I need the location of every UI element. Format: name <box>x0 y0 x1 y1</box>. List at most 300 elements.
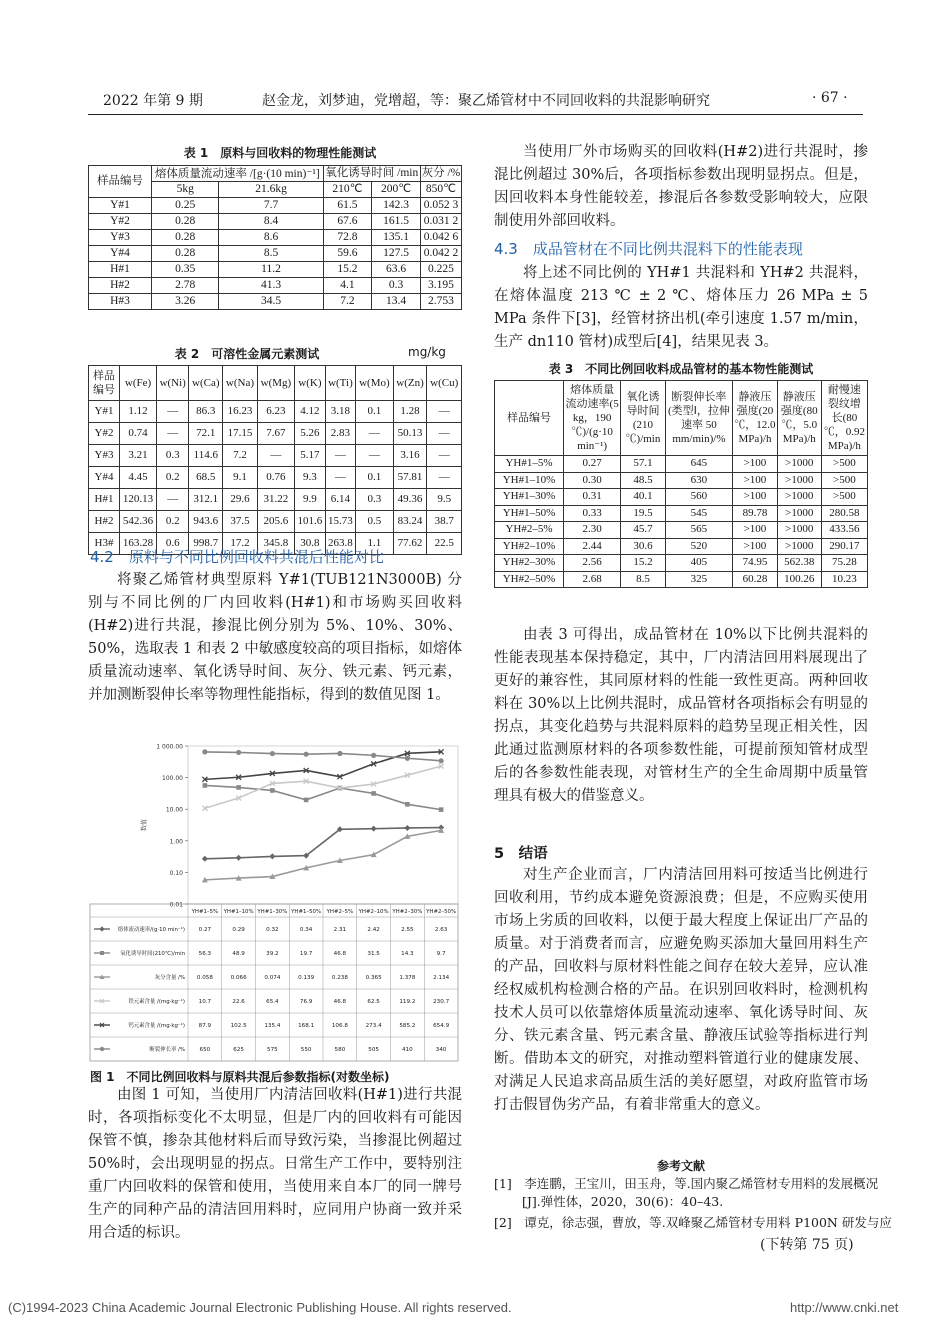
table-cell: 37.5 <box>223 511 258 533</box>
data-table-value: 0.066 <box>230 975 247 981</box>
data-table-value: 106.8 <box>331 1023 348 1029</box>
data-table-value: 19.7 <box>299 951 313 957</box>
table-row <box>89 214 462 230</box>
table-cell: 5.26 <box>295 423 326 445</box>
table-cell: — <box>325 467 356 489</box>
t3-head: 耐慢速裂纹增长(80 ℃，0.92 MPa)/h <box>821 381 867 456</box>
table-cell: — <box>356 423 393 445</box>
table-row <box>89 511 462 533</box>
table-cell: 290.17 <box>821 538 867 555</box>
table-row <box>89 423 462 445</box>
table-cell: 0.35 <box>152 262 219 278</box>
table-cell: 1.28 <box>393 401 427 423</box>
table-cell: 645 <box>665 456 733 473</box>
table3-caption: 表 3 不同比例回收料成品管材的基本物性能测试 <box>548 362 814 376</box>
table-cell: 565 <box>665 522 733 539</box>
category-label: YH#1–5% <box>191 909 219 915</box>
data-table-value: 87.9 <box>198 1023 212 1029</box>
data-table-value: 2.42 <box>367 927 380 933</box>
table-cell: Y#3 <box>89 230 152 246</box>
table-cell: 0.25 <box>152 198 219 214</box>
section-5-title: 5 结语 <box>494 846 548 862</box>
table-cell: YH#1–50% <box>495 505 564 522</box>
table-row <box>89 230 462 246</box>
table-cell: 0.5 <box>356 511 393 533</box>
reference-1b: [J].弹性体，2020，30(6)：40–43. <box>522 1194 724 1209</box>
category-label: YH#1–50% <box>291 909 322 915</box>
table-cell: H#3 <box>89 294 152 310</box>
right-paragraph-1: 当使用厂外市场购买的回收料(H#2)进行共混时，掺混比例超过 30%后，各项指标参数出现明显拐点。但是，因回收料本身性能较差，掺混后各参数受影响较大，应限制使用外部回收料。 <box>494 144 868 229</box>
table-cell: 0.1 <box>356 467 393 489</box>
table-cell: 0.042 2 <box>420 246 461 262</box>
table-cell: 17.2 <box>223 533 258 555</box>
figure-1-chart <box>88 736 462 1066</box>
data-table-value: 0.074 <box>264 975 281 981</box>
table-cell: >500 <box>821 472 867 489</box>
table-row <box>89 262 462 278</box>
table-cell: 2.44 <box>564 538 621 555</box>
t2-head: w(Ni) <box>157 366 189 401</box>
table-cell: 3.195 <box>420 278 461 294</box>
table-cell: 9.9 <box>295 489 326 511</box>
table-cell: 3.16 <box>393 445 427 467</box>
data-table-value: 575 <box>267 1047 278 1053</box>
data-table-value: 340 <box>435 1047 447 1053</box>
data-point <box>439 807 444 812</box>
t2-head: w(Fe) <box>120 366 157 401</box>
table-cell: 0.27 <box>564 456 621 473</box>
data-table-value: 39.2 <box>266 951 279 957</box>
t1-head-oit: 氧化诱导时间 /min <box>323 166 420 182</box>
table-cell: — <box>427 423 462 445</box>
table-cell: 8.6 <box>219 230 323 246</box>
table-cell: 9.3 <box>295 467 326 489</box>
table-cell: 0.031 2 <box>420 214 461 230</box>
table-cell: Y#4 <box>89 467 120 489</box>
table-cell: 16.23 <box>223 401 258 423</box>
plot-area <box>188 746 458 904</box>
t1-head-ash: 灰分 /% <box>420 166 461 182</box>
table-row <box>89 467 462 489</box>
legend-label: 铁元素含量 /(mg·kg⁻¹) <box>128 999 185 1005</box>
page-number: · 67 · <box>812 90 848 106</box>
t2-head: w(K) <box>295 366 326 401</box>
data-table-value: 0.32 <box>266 927 279 933</box>
t1-subhead: 850℃ <box>420 182 461 198</box>
table-cell: 205.6 <box>257 511 294 533</box>
table-cell: 0.1 <box>356 401 393 423</box>
table-cell: 83.24 <box>393 511 427 533</box>
y-axis-label: 数值 <box>141 818 148 832</box>
table-cell: H#2 <box>89 511 120 533</box>
t2-head: w(Ti) <box>325 366 356 401</box>
table-cell: 7.2 <box>223 445 258 467</box>
table-row <box>89 401 462 423</box>
data-table-value: 65.4 <box>266 999 279 1005</box>
legend-label: 氧化诱导时间(210℃)/min <box>120 951 185 957</box>
copyright-notice: (C)1994-2023 China Academic Journal Electronic Publishing House. All rights reserved. <box>8 1300 512 1315</box>
table-cell: 50.13 <box>393 423 427 445</box>
table-cell: 6.23 <box>257 401 294 423</box>
data-table-value: 102.5 <box>230 1023 247 1029</box>
table-cell: 0.74 <box>120 423 157 445</box>
t3-head: 氧化诱导时间(210 ℃)/min <box>621 381 665 456</box>
table-cell: 4.1 <box>323 278 372 294</box>
t2-head: w(Ca) <box>189 366 223 401</box>
table-cell: 4.12 <box>295 401 326 423</box>
data-point <box>371 791 376 796</box>
table-cell: Y#3 <box>89 445 120 467</box>
table-cell: 9.5 <box>427 489 462 511</box>
section-4-2-title: 4.2 原料与不同比例回收料共混后性能对比 <box>90 548 384 566</box>
data-table-value: 0.058 <box>196 975 213 981</box>
data-table-value: 0.27 <box>198 927 212 933</box>
table-cell: >1000 <box>777 522 821 539</box>
table-cell: 520 <box>665 538 733 555</box>
table-cell: 29.6 <box>223 489 258 511</box>
y-tick-label: 100.00 <box>162 775 183 783</box>
t1-head-mfr: 熔体质量流动速率 /[g·(10 min)⁻¹] <box>152 166 324 182</box>
data-table-value: 2.31 <box>333 927 347 933</box>
category-label: YH#2–10% <box>358 909 389 915</box>
table-cell: 15.73 <box>325 511 356 533</box>
data-point <box>439 758 444 763</box>
table-cell: 17.15 <box>223 423 258 445</box>
table-cell: 0.76 <box>257 467 294 489</box>
table-cell: 545 <box>665 505 733 522</box>
table-cell: — <box>157 401 189 423</box>
references-title: 参考文献 <box>656 1159 705 1173</box>
table-row <box>89 198 462 214</box>
table-cell: 2.753 <box>420 294 461 310</box>
data-point <box>203 783 208 788</box>
data-table-value: 0.34 <box>299 927 313 933</box>
category-label: YH#1–30% <box>257 909 288 915</box>
table-cell: 15.2 <box>323 262 372 278</box>
t3-head: 静液压强度(80 ℃，5.0 MPa)/h <box>777 381 821 456</box>
data-table-value: 1.378 <box>399 975 416 981</box>
table-cell: 31.22 <box>257 489 294 511</box>
table-cell: — <box>427 401 462 423</box>
table-cell: 75.28 <box>821 555 867 572</box>
table2 <box>88 365 462 555</box>
t2-head: w(Mo) <box>356 366 393 401</box>
table-cell: YH#1–5% <box>495 456 564 473</box>
table-cell: 2.83 <box>325 423 356 445</box>
table-cell: 9.1 <box>223 467 258 489</box>
table-cell: 2.56 <box>564 555 621 572</box>
table-cell: 7.67 <box>257 423 294 445</box>
table-cell: Y#1 <box>89 401 120 423</box>
table-row <box>495 505 868 522</box>
data-point <box>270 751 275 756</box>
data-table-value: 505 <box>368 1047 379 1053</box>
data-table-value: 580 <box>334 1047 346 1053</box>
table-cell: 3.18 <box>325 401 356 423</box>
table2-caption: 表 2 可溶性金属元素测试 <box>174 347 320 361</box>
t3-head: 静液压强度(20 ℃，12.0 MPa)/h <box>733 381 778 456</box>
table-row <box>495 538 868 555</box>
table-cell: 48.5 <box>621 472 665 489</box>
table-cell: 0.2 <box>157 467 189 489</box>
table-cell: 57.81 <box>393 467 427 489</box>
table-cell: — <box>257 445 294 467</box>
data-table-value: 22.6 <box>232 999 245 1005</box>
cnki-link[interactable]: http://www.cnki.net <box>790 1300 899 1315</box>
table-cell: 2.68 <box>564 571 621 588</box>
table-cell: 312.1 <box>189 489 223 511</box>
table-cell: 0.3 <box>356 489 393 511</box>
figure-1-discussion: 由图 1 可知，当使用厂内清洁回收料(H#1)进行共混时，各项指标变化不太明显，但是厂内的回收料有可能因保管不慎，掺杂其他材料后而导致污染，当掺混比例超过 50%时，会出现明显的拐点。日常生产工作中，要特别注重厂内回收料的保管和使用，当使用来自本厂的同一牌号生产的同种产品的清洁回用料时，应同用户协商一致并采用合适的标识。 <box>88 1087 462 1241</box>
table-cell: YH#1–30% <box>495 489 564 506</box>
table-row <box>89 278 462 294</box>
table-cell: >100 <box>733 472 778 489</box>
data-table-value: 2.63 <box>434 927 448 933</box>
issue-label: 2022 年第 9 期 <box>103 93 203 109</box>
table-cell: 45.7 <box>621 522 665 539</box>
reference-1a: [1] 李连鹏，王宝川，田玉舟，等.国内聚乙烯管材专用料的发展概况 <box>494 1176 879 1191</box>
table-cell: 72.1 <box>189 423 223 445</box>
table-cell: 30.6 <box>621 538 665 555</box>
table-cell: 8.5 <box>219 246 323 262</box>
table-cell: — <box>325 445 356 467</box>
data-table-value: 550 <box>300 1047 312 1053</box>
table-cell: YH#2–10% <box>495 538 564 555</box>
data-point <box>202 749 207 754</box>
table-cell: 7.7 <box>219 198 323 214</box>
table-cell: 0.3 <box>157 445 189 467</box>
table-cell: 86.3 <box>189 401 223 423</box>
data-table-value: 10.7 <box>198 999 212 1005</box>
table-cell: 135.1 <box>372 230 421 246</box>
table1-caption: 表 1 原料与回收料的物理性能测试 <box>183 146 377 160</box>
table-cell: 2.30 <box>564 522 621 539</box>
data-point <box>236 750 241 755</box>
table-cell: Y#2 <box>89 423 120 445</box>
data-point <box>304 752 309 757</box>
table-cell: 41.3 <box>219 278 323 294</box>
data-table-value: 585.2 <box>399 1023 416 1029</box>
table-cell: 560 <box>665 489 733 506</box>
section-5-paragraph: 对生产企业而言，厂内清洁回用料可按适当比例进行回收利用，节约成本避免资源浪费；但是，不应购买使用市场上劣质的回收料，以便于最大程度上保证出厂产品的质量。对于消费者而言，应避免购买添加大量回用料生产的产品，回收料与原材料性能之间存在较大差异，应认准经权威机构检测合格的产品。在识别回收料时，检测机构技术人员可以依靠熔体质量流动速率、氧化诱导时间、灰分、铁元素含量、钙元素含量、静液压试验等指标进行判断。借助本文的研究，对推动塑料管道行业的健康发展、对满足人民追求高品质生活的美好愿望，对政府监管市场打击假冒伪劣产品，有着非常重大的意义。 <box>494 867 868 1113</box>
table-cell: 0.28 <box>152 246 219 262</box>
table-cell: 22.5 <box>427 533 462 555</box>
data-table-value: 0.29 <box>232 927 245 933</box>
data-table-value: 410 <box>402 1047 413 1053</box>
data-point <box>405 802 410 807</box>
table-cell: 63.6 <box>372 262 421 278</box>
legend-marker <box>100 951 104 955</box>
category-label: YH#2–50% <box>426 909 457 915</box>
table-cell: 280.58 <box>821 505 867 522</box>
t1-head-sample: 样品编号 <box>89 166 152 198</box>
table-cell: 11.2 <box>219 262 323 278</box>
data-table-value: 0.365 <box>365 975 382 981</box>
data-table-value: 2.134 <box>433 975 450 981</box>
data-table-value: 14.3 <box>401 951 414 957</box>
table-row <box>89 445 462 467</box>
t2-head: w(Cu) <box>427 366 462 401</box>
data-table-value: 48.9 <box>232 951 245 957</box>
table-cell: 7.2 <box>323 294 372 310</box>
legend-marker <box>100 1047 104 1051</box>
table-cell: — <box>356 445 393 467</box>
data-table-value: 654.9 <box>433 1023 450 1029</box>
table-row <box>495 571 868 588</box>
data-table-value: 273.4 <box>365 1023 382 1029</box>
table-cell: 630 <box>665 472 733 489</box>
table-cell: 998.7 <box>189 533 223 555</box>
table-cell: 163.28 <box>120 533 157 555</box>
y-tick-label: 1 000.00 <box>156 743 183 751</box>
table-cell: 49.36 <box>393 489 427 511</box>
t1-subhead: 200℃ <box>372 182 421 198</box>
table-cell: H3# <box>89 533 120 555</box>
table-cell: 562.38 <box>777 555 821 572</box>
table-cell: 30.8 <box>295 533 326 555</box>
table-cell: YH#2–50% <box>495 571 564 588</box>
table-cell: >1000 <box>777 456 821 473</box>
right-paragraph-2: 由表 3 可得出，成品管材在 10%以下比例共混料的性能表现基本保持稳定，其中，厂内清洁回用料展现出了更好的兼容性，其同原材料的性能一致性更高。两种回收料在 30%以上比例共混时，成品管材各项指标会有明显的拐点，其变化趋势与共混料原料的趋势呈现正相关性，因此通过监测原材料的各项参数性能，可提前预知管材成型后的各参数性能表现，对管材生产的全生命周期中质量管理具有极大的借鉴意义。 <box>494 627 868 804</box>
table-cell: H#1 <box>89 489 120 511</box>
category-label: YH#1–10% <box>223 909 254 915</box>
table-cell: 0.6 <box>157 533 189 555</box>
table-cell: >1000 <box>777 472 821 489</box>
table-cell: 127.5 <box>372 246 421 262</box>
reference-2: [2] 谭克，徐志强，曹放，等.双峰聚乙烯管材专用料 P100N 研发与应 <box>494 1215 892 1230</box>
table-row <box>495 522 868 539</box>
table-cell: 67.6 <box>323 214 372 230</box>
table-cell: 61.5 <box>323 198 372 214</box>
table-cell: 68.5 <box>189 467 223 489</box>
table-cell: 57.1 <box>621 456 665 473</box>
table-cell: 89.78 <box>733 505 778 522</box>
data-point <box>304 798 309 803</box>
table-cell: >500 <box>821 489 867 506</box>
data-table-value: 62.5 <box>367 999 380 1005</box>
table-cell: 0.30 <box>564 472 621 489</box>
data-table-value: 2.55 <box>401 927 414 933</box>
table-cell: 433.56 <box>821 522 867 539</box>
figure-1-caption: 图 1 不同比例回收料与原料共混后参数指标(对数坐标) <box>90 1070 390 1084</box>
table-cell: 0.28 <box>152 230 219 246</box>
table2-unit: mg/kg <box>408 345 446 359</box>
table-cell: 263.8 <box>325 533 356 555</box>
t1-subhead: 5kg <box>152 182 219 198</box>
legend-marker <box>99 926 104 931</box>
table3 <box>494 380 868 588</box>
table-cell: YH#1–10% <box>495 472 564 489</box>
table-cell: 120.13 <box>120 489 157 511</box>
table-cell: 8.4 <box>219 214 323 230</box>
table-cell: 345.8 <box>257 533 294 555</box>
table-cell: >1000 <box>777 538 821 555</box>
legend-label: 灰分含量 /% <box>154 975 185 981</box>
table-cell: 3.26 <box>152 294 219 310</box>
table-cell: Y#2 <box>89 214 152 230</box>
t3-head: 断裂伸长率(类型Ⅰ，拉伸速率 50 mm/min)/% <box>665 381 733 456</box>
table-cell: Y#1 <box>89 198 152 214</box>
y-tick-label: 0.10 <box>169 869 183 877</box>
table-cell: — <box>157 423 189 445</box>
table-cell: — <box>157 489 189 511</box>
table-row <box>495 456 868 473</box>
table-cell: 405 <box>665 555 733 572</box>
t2-head: w(Zn) <box>393 366 427 401</box>
legend-label: 熔体流动速率/(g·10 min⁻¹) <box>117 927 185 933</box>
data-table-value: 650 <box>199 1047 211 1053</box>
table-cell: 13.4 <box>372 294 421 310</box>
table-cell: — <box>427 467 462 489</box>
data-table-value: 135.4 <box>264 1023 281 1029</box>
table-row <box>495 472 868 489</box>
table-cell: H#1 <box>89 262 152 278</box>
y-tick-label: 0.01 <box>169 901 183 909</box>
table-row <box>89 489 462 511</box>
continued-note: (下转第 75 页) <box>760 1237 854 1253</box>
data-table-value: 230.7 <box>433 999 450 1005</box>
table-cell: >1000 <box>777 505 821 522</box>
table-cell: 142.3 <box>372 198 421 214</box>
running-title: 赵金龙，刘梦迪，党增超，等：聚乙烯管材中不同回收料的共混影响研究 <box>262 93 710 109</box>
t1-subhead: 21.6kg <box>219 182 323 198</box>
table-cell: 0.2 <box>157 511 189 533</box>
table-cell: 40.1 <box>621 489 665 506</box>
table-cell: 0.052 3 <box>420 198 461 214</box>
table-cell: — <box>427 445 462 467</box>
table-cell: >100 <box>733 522 778 539</box>
table-cell: 77.62 <box>393 533 427 555</box>
legend-label: 断裂伸长率 /% <box>149 1047 185 1053</box>
table-cell: 943.6 <box>189 511 223 533</box>
table-cell: 101.6 <box>295 511 326 533</box>
table-cell: 10.23 <box>821 571 867 588</box>
data-table-value: 168.1 <box>298 1023 315 1029</box>
y-tick-label: 1.00 <box>169 838 183 846</box>
table-cell: 6.14 <box>325 489 356 511</box>
table-row <box>89 294 462 310</box>
table-cell: 19.5 <box>621 505 665 522</box>
table-cell: 8.5 <box>621 571 665 588</box>
table-cell: 1.12 <box>120 401 157 423</box>
data-point <box>371 753 376 758</box>
table-cell: 0.28 <box>152 214 219 230</box>
table-cell: 59.6 <box>323 246 372 262</box>
t1-subhead: 210℃ <box>323 182 372 198</box>
y-tick-label: 10.00 <box>165 806 183 814</box>
table-cell: 0.31 <box>564 489 621 506</box>
data-point <box>236 785 241 790</box>
t3-head: 样品编号 <box>495 381 564 456</box>
table-cell: >100 <box>733 456 778 473</box>
table-cell: >100 <box>733 538 778 555</box>
table-cell: 1.1 <box>356 533 393 555</box>
table-cell: H#2 <box>89 278 152 294</box>
data-table-value: 46.8 <box>333 999 347 1005</box>
table-cell: 0.33 <box>564 505 621 522</box>
table-cell: 5.17 <box>295 445 326 467</box>
legend-label: 钙元素含量 /(mg·kg⁻¹) <box>128 1023 185 1029</box>
data-point <box>337 751 342 756</box>
data-table-value: 46.8 <box>333 951 347 957</box>
table-cell: >1000 <box>777 489 821 506</box>
table-cell: 34.5 <box>219 294 323 310</box>
table-cell: 72.8 <box>323 230 372 246</box>
data-point <box>405 756 410 761</box>
table-cell: 542.36 <box>120 511 157 533</box>
table-cell: 161.5 <box>372 214 421 230</box>
table-cell: YH#2–5% <box>495 522 564 539</box>
